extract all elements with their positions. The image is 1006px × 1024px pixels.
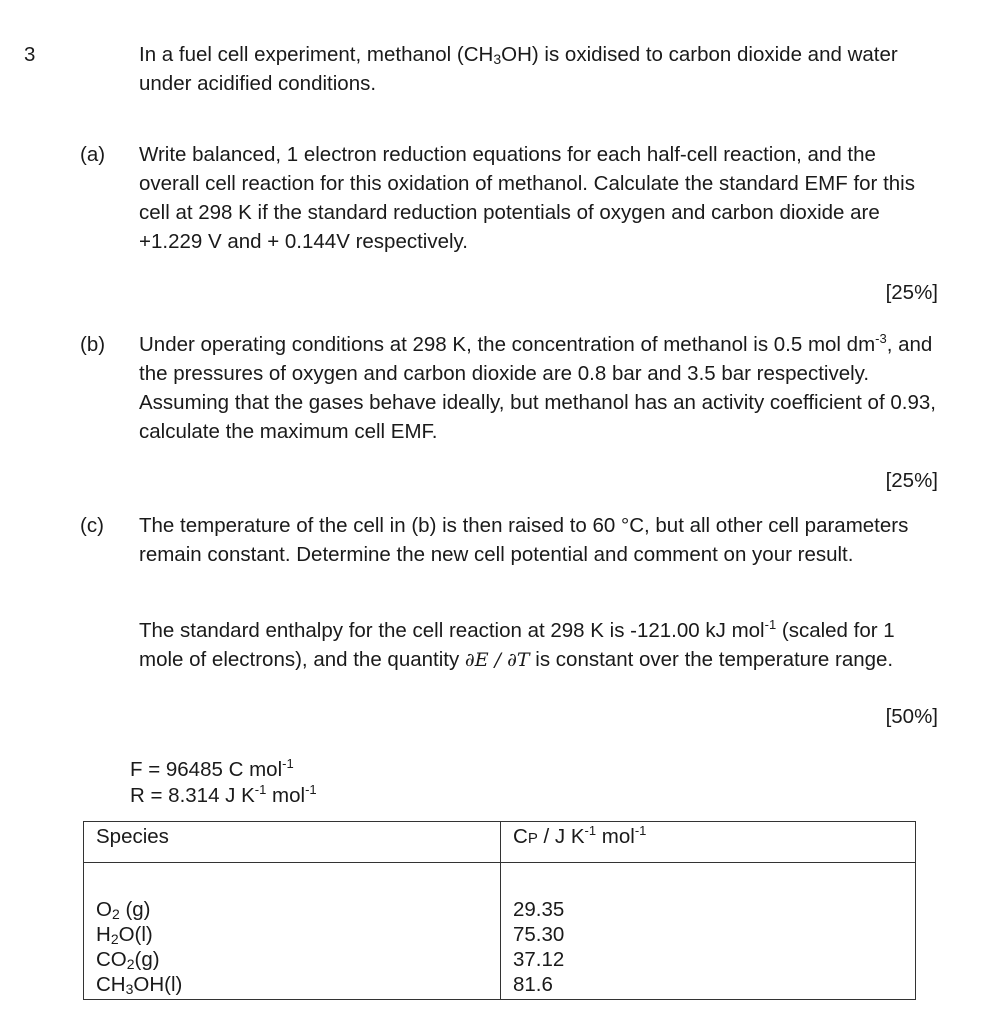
species-h2o: $H_2O(l)$ bbox=[96, 923, 153, 947]
part-a-marks: [25%] bbox=[885, 281, 938, 304]
math-dE-dT: ∂E / ∂T bbox=[464, 649, 530, 671]
part-c-text-2: The standard enthalpy for the cell reaction at 298 K is -121.00 kJ mol$^{-1}$ (scaled for 1 mole of electrons), and the quantity ∂E / ∂T is constant over the temperature range. bbox=[139, 617, 895, 671]
cp-h2o: 75.30 bbox=[513, 923, 565, 946]
part-b-text: Under operating conditions at 298 K, the concentration of methanol is 0.5 mol $dm^{-3}$, and the pressures of oxygen and carbon dioxide are 0.8 bar and 3.5 bar respectively. Assuming that the gases behave ideally, but methanol has an activity coefficient of 0.93, calculate the maximum cell EMF. bbox=[139, 331, 936, 443]
part-c-label: (c) bbox=[80, 514, 104, 537]
part-c-text: The temperature of the cell in (b) is then raised to 60 °C, but all other cell parameters remain constant. Determine the new cell potential and comment on your result. bbox=[139, 514, 909, 566]
constant-gas: R = 8.314 J $K^{-1}$ mol$^{-1}$ bbox=[130, 782, 317, 807]
part-a-text: Write balanced, 1 electron reduction equations for each half-cell reaction, and the overall cell reaction for this oxidation of methanol. Calculate the standard EMF for this cell at 298 K if the standard reduction potentials of oxygen and carbon dioxide are +1.229 V and + 0.144V respectively. bbox=[139, 143, 915, 253]
table-header-row bbox=[84, 822, 916, 863]
species-co2: $CO_2(g)$ bbox=[96, 948, 160, 972]
cp-o2: 29.35 bbox=[513, 898, 565, 921]
question-intro: In a fuel cell experiment, methanol $(CH_3OH)$ is oxidised to carbon dioxide and water under acidified conditions. bbox=[139, 43, 898, 95]
cp-co2: 37.12 bbox=[513, 948, 565, 971]
part-b-label: (b) bbox=[80, 333, 106, 356]
part-c-marks: [50%] bbox=[885, 705, 938, 728]
cp-ch3oh: 81.6 bbox=[513, 973, 553, 996]
header-species: Species bbox=[84, 822, 501, 863]
heat-capacity-table bbox=[83, 821, 916, 1000]
cp-column bbox=[501, 863, 916, 1000]
question-number: 3 bbox=[24, 43, 36, 66]
part-b-marks: [25%] bbox=[885, 469, 938, 492]
constant-faraday: F = 96485 C mol$^{-1}$ bbox=[130, 756, 294, 781]
species-o2: $O_2$ (g) bbox=[96, 898, 151, 922]
table-body-row bbox=[84, 863, 916, 1000]
species-ch3oh: $CH_3OH(l)$ bbox=[96, 973, 183, 997]
header-cp: CP / J $K^{-1}$ mol$^{-1}$ bbox=[501, 822, 916, 863]
part-a-label: (a) bbox=[80, 143, 106, 166]
species-column bbox=[84, 863, 501, 1000]
